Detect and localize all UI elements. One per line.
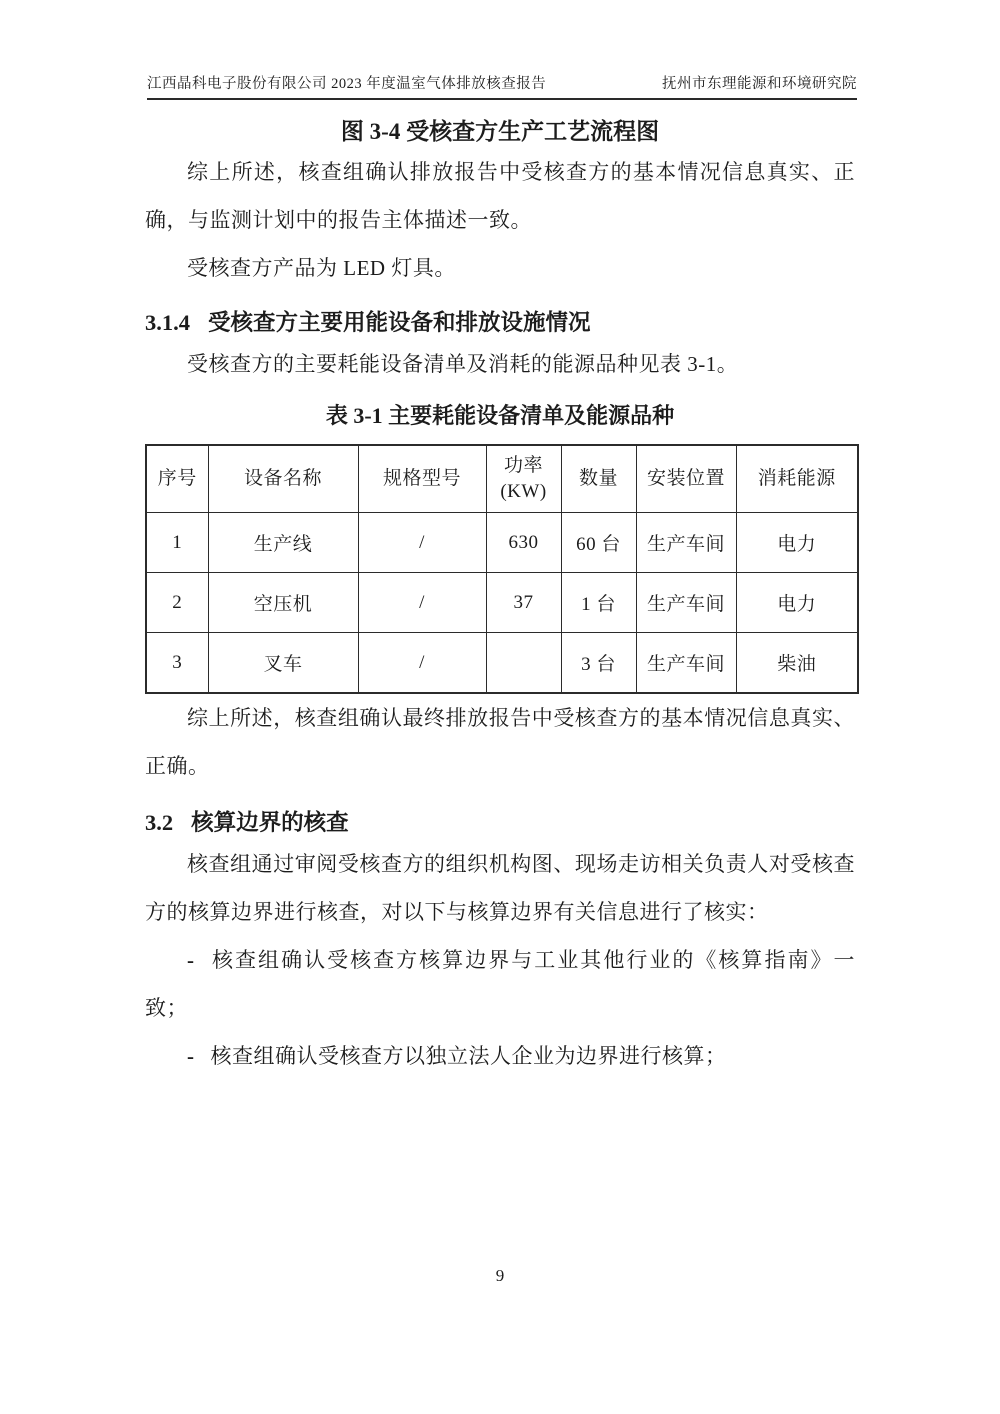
table-header-cell-energy: 消耗能源 — [736, 445, 858, 513]
table-cell: 3 — [146, 633, 208, 694]
bullet-text: 核查组确认受核查方以独立法人企业为边界进行核算； — [210, 1044, 727, 1068]
table-caption: 表 3-1 主要耗能设备清单及能源品种 — [325, 403, 675, 428]
table-cell: 生产车间 — [636, 513, 736, 573]
table-header-cell-quantity: 数量 — [561, 445, 636, 513]
bullet-item-legal-entity — [145, 1032, 855, 1080]
section-number: 3.1.4 — [145, 310, 190, 335]
table-cell: 生产车间 — [636, 633, 736, 694]
table-cell: 空压机 — [208, 573, 358, 633]
table-cell: 电力 — [736, 573, 858, 633]
bullet-dash: - — [187, 948, 195, 972]
page-content — [145, 116, 855, 1080]
table-header-row — [146, 445, 858, 513]
table-cell: 柴油 — [736, 633, 858, 694]
header-left-title: 江西晶科电子股份有限公司 2023 年度温室气体排放核查报告 — [147, 76, 547, 92]
table-cell: 60 台 — [561, 513, 636, 573]
table-header-cell-index: 序号 — [146, 445, 208, 513]
section-heading-3-2 — [145, 806, 855, 840]
table-header-cell-device: 设备名称 — [208, 445, 358, 513]
running-head — [147, 72, 857, 100]
paragraph-boundary-verification: 核查组通过审阅受核查方的组织机构图、现场走访相关负责人对受核查方的核算边界进行核查，对以下与核算边界有关信息进行了核实： — [145, 852, 855, 924]
table-cell — [486, 633, 561, 694]
paragraph-summary-basic-info: 综上所述，核查组确认排放报告中受核查方的基本情况信息真实、正确，与监测计划中的报告主体描述一致。 — [145, 160, 855, 232]
table-cell: 1 — [146, 513, 208, 573]
energy-equipment-table — [145, 444, 859, 694]
section-number: 3.2 — [145, 810, 174, 835]
section-title: 受核查方主要用能设备和排放设施情况 — [208, 310, 591, 335]
power-label: 功率 — [503, 455, 543, 476]
table-header-cell-spec: 规格型号 — [358, 445, 486, 513]
table-cell: / — [358, 513, 486, 573]
table-row — [146, 513, 858, 573]
paragraph-final-report-confirm: 综上所述，核查组确认最终排放报告中受核查方的基本情况信息真实、正确。 — [145, 706, 855, 778]
table-cell: / — [358, 633, 486, 694]
paragraph-equipment-list-intro: 受核查方的主要耗能设备清单及消耗的能源品种见表 3-1。 — [187, 352, 739, 376]
power-unit: (KW) — [500, 481, 547, 502]
section-title: 核算边界的核查 — [191, 810, 349, 835]
table-header-cell-location: 安装位置 — [636, 445, 736, 513]
table-cell: 37 — [486, 573, 561, 633]
table-cell: 电力 — [736, 513, 858, 573]
figure-caption: 图 3-4 受核查方生产工艺流程图 — [340, 119, 660, 144]
page-number: 9 — [495, 1266, 505, 1285]
table-cell: 630 — [486, 513, 561, 573]
bullet-dash: - — [187, 1044, 195, 1068]
table-cell: 1 台 — [561, 573, 636, 633]
bullet-text: 核查组确认受核查方核算边界与工业其他行业的《核算指南》一致； — [145, 948, 855, 1020]
table-row — [146, 633, 858, 694]
table-cell: 生产车间 — [636, 573, 736, 633]
table-cell: 叉车 — [208, 633, 358, 694]
table-row — [146, 573, 858, 633]
bullet-item-boundary-guideline — [145, 936, 855, 1032]
section-heading-3-1-4 — [145, 306, 855, 340]
table-cell: / — [358, 573, 486, 633]
table-cell: 生产线 — [208, 513, 358, 573]
header-right-title: 抚州市东理能源和环境研究院 — [662, 76, 857, 92]
table-header-cell-power — [486, 445, 561, 513]
table-cell: 2 — [146, 573, 208, 633]
table-cell: 3 台 — [561, 633, 636, 694]
paragraph-product-led: 受核查方产品为 LED 灯具。 — [187, 256, 456, 280]
